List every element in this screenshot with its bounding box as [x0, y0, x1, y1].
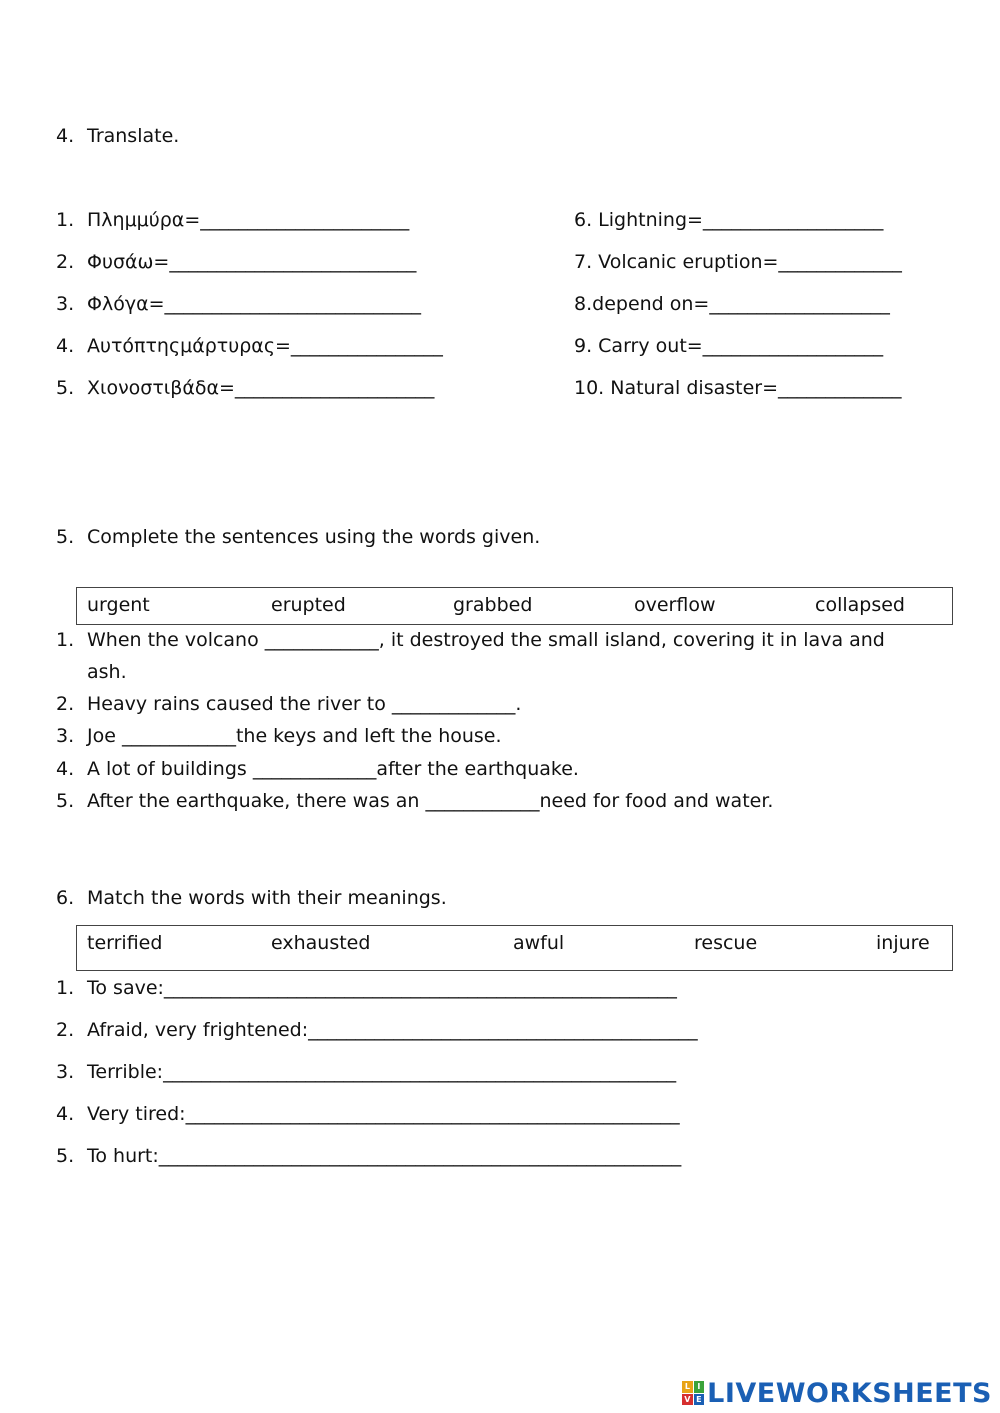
- sentence-number: 5.: [56, 790, 75, 812]
- match-definition: To save:______________________________________________________: [87, 977, 677, 999]
- match-number: 3.: [56, 1061, 75, 1083]
- translate-left-number: 3.: [56, 293, 75, 315]
- match-word-bank-box: [76, 925, 953, 971]
- sentence-text: After the earthquake, there was an ____________need for food and water.: [87, 790, 774, 812]
- section5-number: 5.: [56, 526, 75, 548]
- translate-left-number: 1.: [56, 209, 75, 231]
- sentence-number: 4.: [56, 758, 75, 780]
- translate-left-item: Φλόγα=___________________________: [87, 293, 422, 315]
- translate-right-item: 9. Carry out=___________________: [574, 335, 884, 357]
- sentence-text: A lot of buildings _____________after the earthquake.: [87, 758, 579, 780]
- match-number: 4.: [56, 1103, 75, 1125]
- match-definition: Terrible:______________________________________________________: [87, 1061, 677, 1083]
- match-word: terrified: [87, 932, 163, 954]
- section4-title: Translate.: [87, 125, 180, 147]
- sentence-text: Heavy rains caused the river to _____________.: [87, 693, 522, 715]
- word-bank-box: [76, 587, 953, 625]
- section4-number: 4.: [56, 125, 75, 147]
- liveworksheets-logo[interactable]: [682, 1377, 992, 1409]
- word-bank-word: urgent: [87, 594, 150, 616]
- translate-left-item: Χιονοστιβάδα=_____________________: [87, 377, 435, 399]
- sentence-number: 1.: [56, 629, 75, 651]
- translate-left-number: 4.: [56, 335, 75, 357]
- translate-left-number: 5.: [56, 377, 75, 399]
- translate-left-number: 2.: [56, 251, 75, 273]
- section6-number: 6.: [56, 887, 75, 909]
- sentence-text: Joe ____________the keys and left the house.: [87, 725, 502, 747]
- sentence-text-continued: ash.: [87, 661, 127, 683]
- match-definition: Afraid, very frightened:_________________________________________: [87, 1019, 698, 1041]
- match-word: exhausted: [271, 932, 371, 954]
- translate-right-item: 8.depend on=___________________: [574, 293, 890, 315]
- match-number: 5.: [56, 1145, 75, 1167]
- sentence-number: 2.: [56, 693, 75, 715]
- section6-title: Match the words with their meanings.: [87, 887, 447, 909]
- match-definition: Very tired:____________________________________________________: [87, 1103, 680, 1125]
- word-bank-word: erupted: [271, 594, 346, 616]
- translate-right-item: 6. Lightning=___________________: [574, 209, 884, 231]
- match-word: awful: [513, 932, 565, 954]
- word-bank-word: collapsed: [815, 594, 905, 616]
- section5-title: Complete the sentences using the words given.: [87, 526, 541, 548]
- match-word: rescue: [694, 932, 758, 954]
- translate-left-item: Πλημμύρα=______________________: [87, 209, 410, 231]
- translate-left-item: Φυσάω=__________________________: [87, 251, 417, 273]
- translate-right-item: 7. Volcanic eruption=_____________: [574, 251, 902, 273]
- sentence-text: When the volcano ____________, it destroyed the small island, covering it in lava and: [87, 629, 885, 651]
- liveworksheets-mark-icon: L I V E: [682, 1381, 704, 1405]
- match-number: 2.: [56, 1019, 75, 1041]
- match-number: 1.: [56, 977, 75, 999]
- match-word: injure: [876, 932, 930, 954]
- match-definition: To hurt:_______________________________________________________: [87, 1145, 682, 1167]
- translate-left-item: Αυτόπτηςμάρτυρας=________________: [87, 335, 443, 357]
- liveworksheets-brand: LIVEWORKSHEETS: [707, 1377, 992, 1409]
- word-bank-word: grabbed: [453, 594, 533, 616]
- sentence-number: 3.: [56, 725, 75, 747]
- translate-right-item: 10. Natural disaster=_____________: [574, 377, 902, 399]
- word-bank-word: overflow: [634, 594, 716, 616]
